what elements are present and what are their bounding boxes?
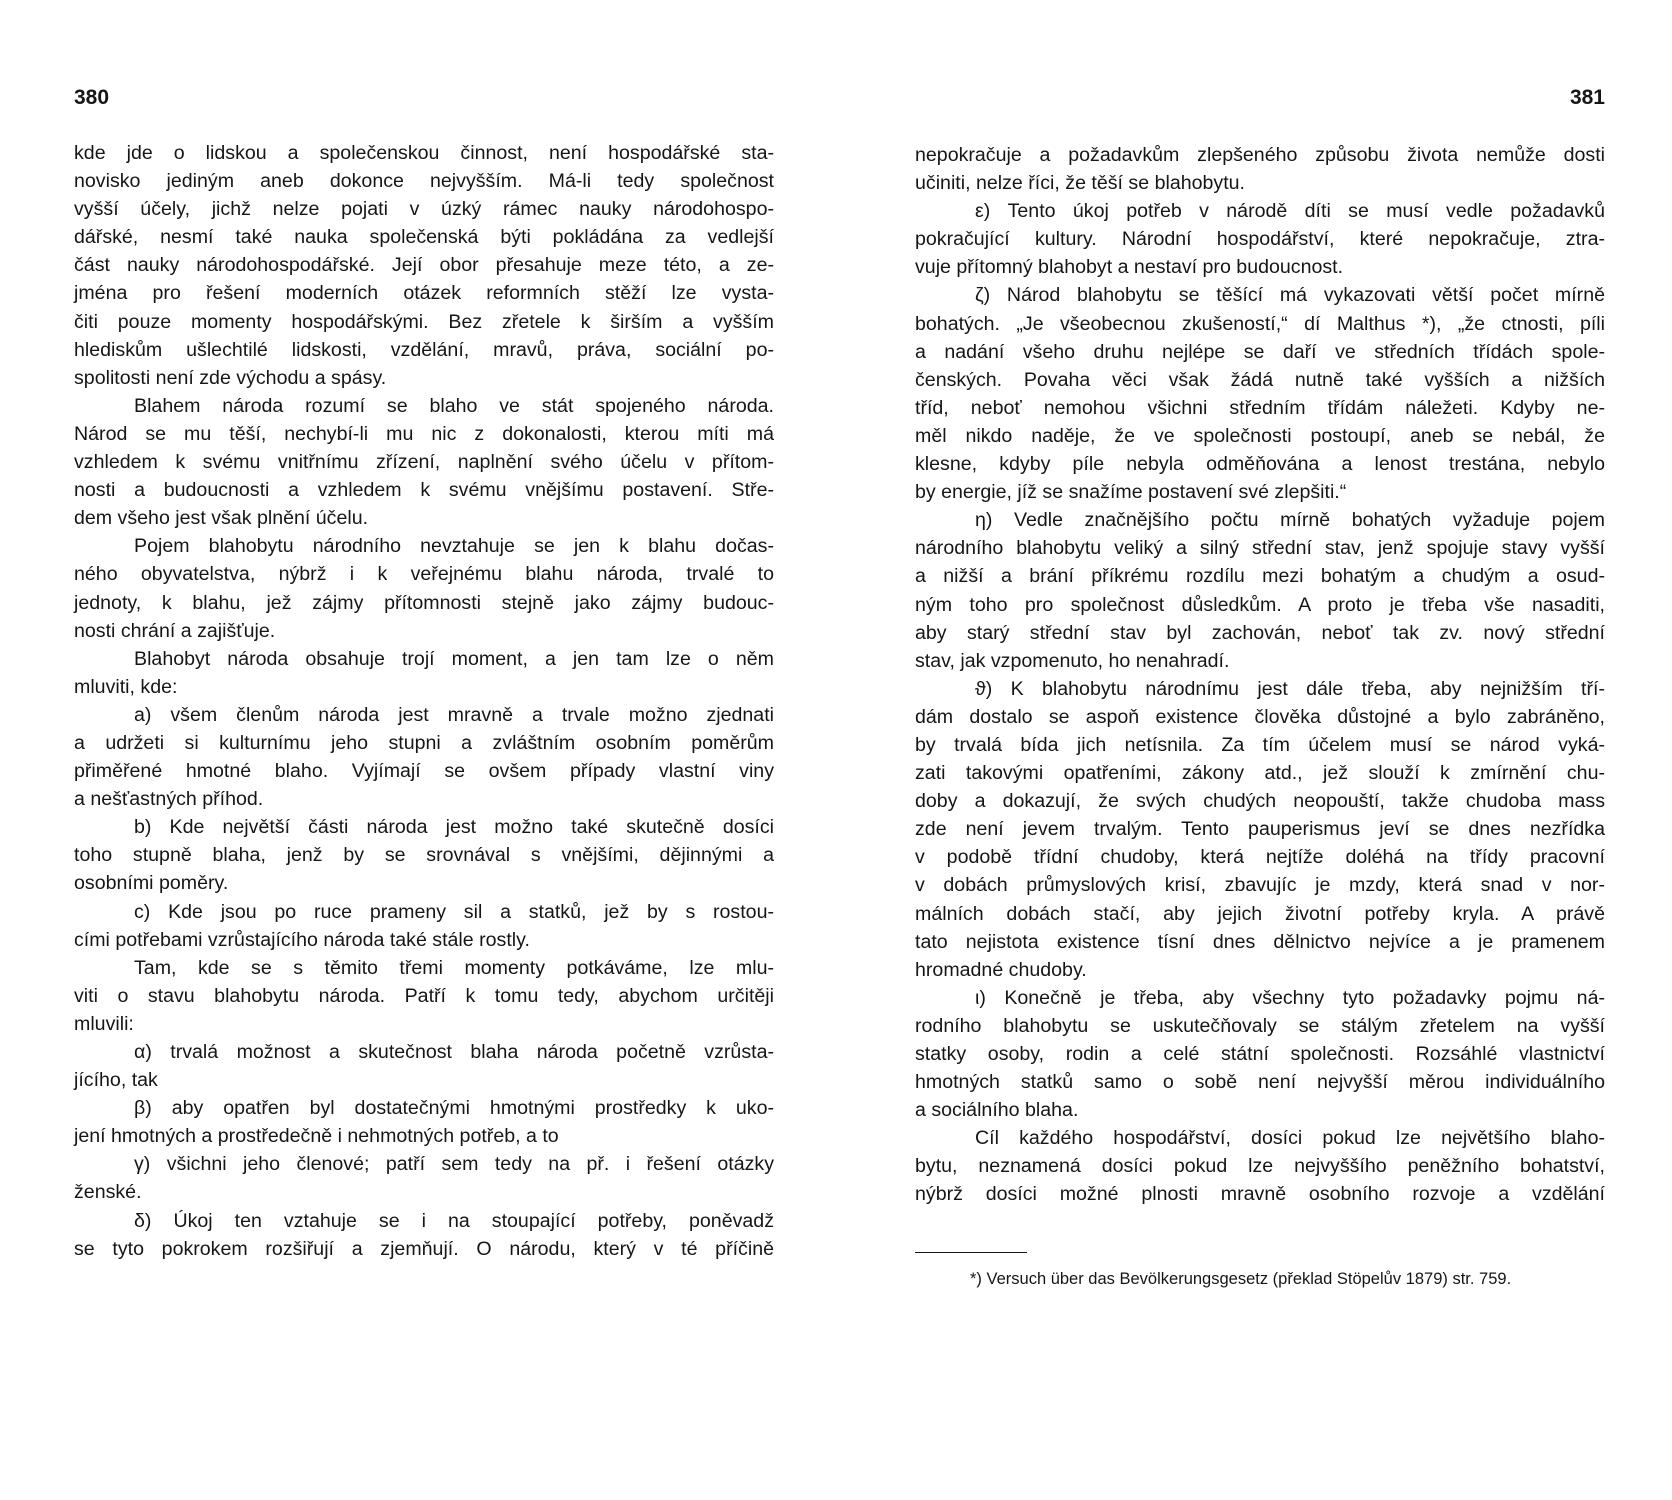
text-line: ζ) Národ blahobytu se těšící má vykazovati větší počet mírně xyxy=(975,284,1605,307)
text-line: vzhledem k svému vnitřnímu zřízení, naplnění svého účelu v přítom- xyxy=(74,451,774,474)
text-line: doby a dokazují, že svých chudých neopouští, takže chudoba mass xyxy=(915,790,1605,813)
text-line: a nešťastných příhod. xyxy=(74,788,264,811)
text-line: pokračující kultury. Národní hospodářství, které nepokračuje, ztra- xyxy=(915,228,1605,251)
text-line: bytu, neznamená dosíci pokud lze nejvyššího peněžního bohatství, xyxy=(915,1155,1605,1178)
text-line: v dobách průmyslových krisí, zbavujíc je mzdy, která snad v nor- xyxy=(915,874,1605,897)
text-line: b) Kde největší části národa jest možno také skutečně dosíci xyxy=(134,816,774,839)
text-line: cími potřebami vzrůstajícího národa také stále rostly. xyxy=(74,928,530,951)
text-line: v podobě třídní chudoby, která nejtíže doléhá na třídy pracovní xyxy=(915,846,1605,869)
page-number: 381 xyxy=(1569,86,1605,109)
text-line: část nauky národohospodářské. Její obor přesahuje meze této, a ze- xyxy=(74,254,774,277)
text-line: ným toho pro společnost důsledkům. A proto je třeba vše nasaditi, xyxy=(915,593,1605,616)
text-line: γ) všichni jeho členové; patří sem tedy na př. i řešení otázky xyxy=(134,1153,774,1176)
text-line: c) Kde jsou po ruce prameny sil a statků, jež by s rostou- xyxy=(134,900,774,923)
text-line: stav, jak vzpomenuto, ho nenahradí. xyxy=(915,649,1230,672)
text-line: Tam, kde se s těmito třemi momenty potkáváme, lze mlu- xyxy=(134,956,774,979)
text-line: Blahem národa rozumí se blaho ve stát spojeného národa. xyxy=(134,394,774,417)
text-line: učiniti, nelze říci, že těší se blahobytu. xyxy=(915,172,1245,195)
text-line: hlediskům ušlechtilé lidskosti, vzdělání, mravů, práva, sociální po- xyxy=(74,338,774,361)
text-line: vyšší účely, jichž nelze pojati v úzký rámec nauky národohospo- xyxy=(74,198,774,221)
text-line: δ) Úkoj ten vztahuje se i na stoupající potřeby, poněvadž xyxy=(134,1209,774,1232)
text-line: a nižší a brání příkrému rozdílu mezi bohatým a chudým a osud- xyxy=(915,565,1605,588)
text-line: Cíl každého hospodářství, dosíci pokud lze největšího blaho- xyxy=(975,1127,1605,1150)
text-line: spolitosti není zde východu a spásy. xyxy=(74,366,387,389)
text-line: Blahobyt národa obsahuje trojí moment, a jen tam lze o něm xyxy=(134,647,774,670)
text-line: bohatých. „Je všeobecnou zkušeností,“ dí Malthus *), „že ctnosti, píli xyxy=(915,312,1605,335)
text-line: hromadné chudoby. xyxy=(915,958,1087,981)
text-line: ϑ) K blahobytu národnímu jest dále třeba, aby nejnižším tří- xyxy=(975,677,1605,700)
text-line: a nadání všeho druhu nejlépe se daří ve středních třídách spole- xyxy=(915,340,1605,363)
text-line: tato nejistota existence tísní dnes dělnictvo nejvíce a je pramenem xyxy=(915,930,1605,953)
text-line: aby starý střední stav byl zachován, neboť tak zv. nový střední xyxy=(915,621,1605,644)
text-line: toho stupně blaha, jenž by se srovnával s vnějšími, dějinnými a xyxy=(74,844,774,867)
footnote: *) Versuch über das Bevölkerungsgesetz (překlad Stöpelův 1879) str. 759. xyxy=(970,1270,1512,1288)
text-line: viti o stavu blahobytu národa. Patří k tomu tedy, abychom určitěji xyxy=(74,984,774,1007)
text-line: nosti chrání a zajišťuje. xyxy=(74,619,276,642)
text-line: β) aby opatřen byl dostatečnými hmotnými prostředky k uko- xyxy=(134,1097,774,1120)
page-body xyxy=(915,141,1605,1209)
text-line: dem všeho jest však plnění účelu. xyxy=(74,507,369,530)
page-number: 380 xyxy=(74,86,110,109)
text-line: jména pro řešení moderních otázek reformních stěží lze vysta- xyxy=(74,282,774,305)
text-line: a) všem členům národa jest mravně a trvale možno zjednati xyxy=(134,703,774,726)
text-line: a sociálního blaha. xyxy=(915,1099,1079,1122)
text-line: nepokračuje a požadavkům zlepšeného způsobu života nemůže dosti xyxy=(915,144,1605,166)
text-line: jícího, tak xyxy=(74,1069,158,1092)
text-line: jednoty, k blahu, jež zájmy přítomnosti stejně jako zájmy budouc- xyxy=(74,591,774,614)
text-line: rodního blahobytu se uskutečňovaly se stálým zřetelem na vyšší xyxy=(915,1014,1605,1037)
text-line: ženské. xyxy=(74,1181,142,1204)
text-line: jení hmotných a prostředečně i nehmotných potřeb, a to xyxy=(74,1125,559,1148)
text-line: η) Vedle značnějšího počtu mírně bohatých vyžaduje pojem xyxy=(975,509,1605,532)
text-line: málních dobách stačí, aby jejich životní potřeby kryla. A právě xyxy=(915,902,1605,925)
text-line: novisko jediným aneb dokonce nejvyšším. Má-li tedy společnost xyxy=(74,170,774,193)
text-line: měl nikdo naděje, že ve společnosti postoupí, aneb se nebál, že xyxy=(915,424,1605,447)
page-body xyxy=(74,139,774,1263)
text-line: zde není jevem trvalým. Tento pauperismus jeví se dnes nezřídka xyxy=(915,818,1605,841)
text-line: zati takovými opatřeními, zákony atd., jež slouží k zmírnění chu- xyxy=(915,762,1605,785)
text-line: hmotných statků samo o sobě není nejvyšší měrou individuálního xyxy=(915,1071,1605,1094)
text-line: přiměřené hmotné blaho. Vyjímají se ovšem případy vlastní viny xyxy=(74,760,774,783)
text-line: kde jde o lidskou a společenskou činnost, není hospodářské sta- xyxy=(74,142,774,164)
text-line: národního blahobytu veliký a silný střední stav, jenž spojuje stavy vyšší xyxy=(915,537,1605,560)
text-line: by energie, jíž se snažíme postavení své zlepšiti.“ xyxy=(915,481,1347,504)
text-line: a udržeti si kulturnímu jeho stupni a zvláštním osobním poměrům xyxy=(74,731,774,754)
text-line: mluvili: xyxy=(74,1012,134,1035)
text-line: nosti a budoucnosti a vzhledem k svému vnějšímu postavení. Stře- xyxy=(74,479,774,502)
text-line: ι) Konečně je třeba, aby všechny tyto požadavky pojmu ná- xyxy=(975,986,1605,1009)
text-line: tříd, neboť nemohou všichni středním třídám náležeti. Kdyby ne- xyxy=(915,396,1605,419)
text-line: Pojem blahobytu národního nevztahuje se jen k blahu dočas- xyxy=(134,535,774,558)
text-line: mluviti, kde: xyxy=(74,675,178,698)
text-line: α) trvalá možnost a skutečnost blaha národa početně vzrůsta- xyxy=(134,1041,774,1063)
text-line: ného obyvatelstva, nýbrž i k veřejnému blahu národa, trvalé to xyxy=(74,563,774,586)
text-line: čiti pouze momenty hospodářskými. Bez zřetele k širším a vyšším xyxy=(74,310,774,333)
text-line: dářské, nesmí také nauka společenská býti pokládána za vedlejší xyxy=(74,226,774,249)
text-line: ε) Tento úkoj potřeb v národě díti se musí vedle požadavků xyxy=(975,200,1605,223)
footnote-divider xyxy=(915,1252,1027,1253)
text-line: Národ se mu těší, nechybí-li mu nic z dokonalosti, kterou míti má xyxy=(74,422,774,445)
text-line: osobními poměry. xyxy=(74,872,229,895)
text-line: vuje přítomný blahobyt a nestaví pro budoucnost. xyxy=(915,256,1344,279)
text-line: by trvalá bída jich netísnila. Za tím účelem musí se národ vyká- xyxy=(915,733,1605,756)
text-line: dám dostalo se aspoň existence člověka důstojné a bylo zabráněno, xyxy=(915,705,1605,728)
text-line: se tyto pokrokem rozšiřují a zjemňují. O národu, který v té příčině xyxy=(74,1237,774,1260)
text-line: statky osoby, rodin a celé státní společnosti. Rozsáhlé vlastnictví xyxy=(915,1043,1605,1065)
text-line: klesne, kdyby píle nebyla odměňována a lenost trestána, nebylo xyxy=(915,453,1605,476)
text-line: čenských. Povaha věci však žádá nutně také vyšších a nižších xyxy=(915,368,1605,391)
text-line: nýbrž dosíci možné plnosti mravně osobního rozvoje a vzdělání xyxy=(915,1183,1605,1206)
